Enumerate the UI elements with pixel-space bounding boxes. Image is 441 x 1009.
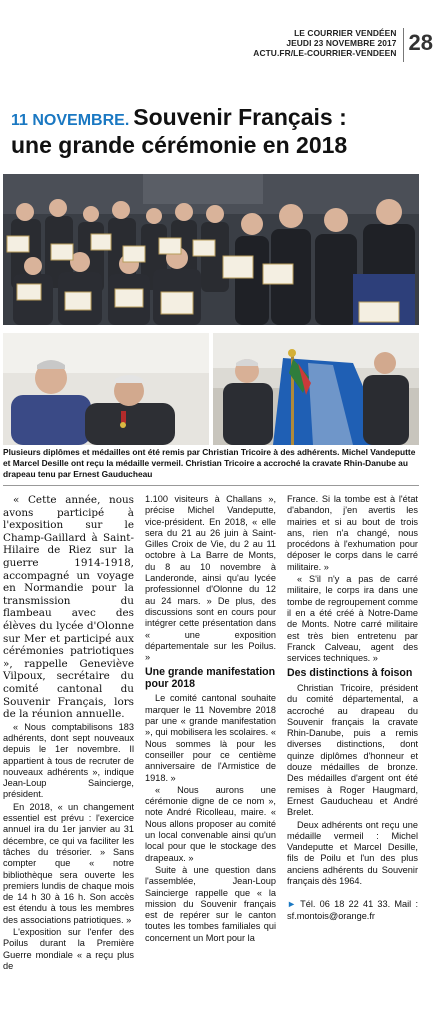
headline-kicker: 11 NOVEMBRE. — [11, 112, 130, 129]
headline — [11, 104, 431, 159]
article-paragraph: France. Si la tombe est à l'état d'abandon, j'en avertis les mairies et si au bout de trois ans, rien n'a changé, nous procédons à l'exhumation pour déposer le corps dans le carré militaire. » — [287, 494, 418, 572]
article-paragraph: « Nous comptabilisons 183 adhérents, dont sept nouveaux depuis le 1er novembre. Il appartient à tous de recruter de nouveaux adhérents », indique Jean-Loup Saincierge, président. — [3, 721, 134, 800]
masthead — [253, 28, 433, 62]
headline-title-line2: une grande cérémonie en 2018 — [11, 132, 348, 158]
main-group-photo — [3, 174, 419, 325]
article-paragraph: « S'il n'y a pas de carré militaire, le corps ira dans une tombe de regroupement comme il en a été créé à Notre-Dame de Monts. Notre carré militaire est très bien entretenu par Franck Calveau, agent des services techniques. » — [287, 574, 418, 664]
arrow-icon: ► — [287, 899, 297, 910]
medal-recipients-photo — [3, 333, 209, 445]
article-paragraph: Christian Tricoire, président du comité départemental, a accroché au drapeau du Souvenir français la cravate Rhin-Danube, puis a remis diverses distinctions, dont quinze diplômes d'honneur et douze médailles de bronze. Des médailles d'argent ont été remises à Roger Haugmard, Ernest Gauducheau et André Brelet. — [287, 682, 418, 818]
article-paragraph: L'exposition sur l'enfer des Poilus durant la Première Guerre mondiale « a reçu plus de — [3, 927, 134, 971]
flag-ceremony-photo — [213, 333, 419, 445]
masthead-divider — [403, 28, 404, 62]
article-column-1 — [3, 494, 134, 973]
masthead-info — [253, 28, 396, 58]
photo-caption: Plusieurs diplômes et médailles ont été remis par Christian Tricoire à des adhérents. Michel Vandeputte et Marcel Desille ont reçu la médaille vermeil. Christian Tricoire a accroché la cravate Rhin-Danube au drapeau tenu par Ernest Gauducheau — [3, 447, 416, 479]
article-paragraph: En 2018, « un changement essentiel est prévu : l'exercice annuel ira du 1er janvier au 31 décembre, ce qui va faciliter les tâches du trésorier. » Sans compter que « notre bibliothèque sera ouverte les premiers lundis de chaque mois de 14 h 30 à 16 h. Son accès est étendu à tous les membres des associations patriotiques. » — [3, 801, 134, 925]
article-column-2 — [145, 494, 276, 945]
publication-name: LE COURRIER VENDÉEN — [294, 28, 397, 38]
contact-info — [287, 899, 418, 922]
article-column-3 — [287, 494, 418, 922]
caption-divider — [3, 485, 419, 486]
article-paragraph: Le comité cantonal souhaite marquer le 11 Novembre 2018 par une « grande manifestation », qui mobilisera les scolaires. « Nous sommes là pour les conseiller pour ce centième anniversaire de l'Armistice de 1918. » — [145, 693, 276, 783]
publication-website: ACTU.FR/LE-COURRIER-VENDEEN — [253, 48, 397, 58]
headline-title-line1: Souvenir Français : — [133, 104, 347, 130]
article-paragraph: 1.100 visiteurs à Challans », précise Michel Vandeputte, vice-président. En 2018, « elle sera du 21 au 26 juin à Saint-Gilles Croix de Vie, du 2 au 11 octobre à La Barre de Monts, du 8 au 10 novembre à Landeronde, ainsi qu'au lycée professionnel d'Olonne du 12 au 24 mars. » De plus, des discussions sont en cours pour intégrer cette présentation dans « une exposition départementale sur les Poilus. » — [145, 494, 276, 663]
article-paragraph: Deux adhérents ont reçu une médaille vermeil : Michel Vandeputte et Marcel Desille, fils de Poilu et l'un des plus anciens adhérents du Souvenir français dès 1964. — [287, 819, 418, 886]
article-paragraph: « Cette année, nous avons participé à l'exposition sur le Champ-Gaillard à Saint-Hilaire de Riez sur la guerre 1914-1918, accompagné un voyage en Normandie pour la transmission du flambeau avec des élèves du lycée d'Olonne sur Mer et participé aux cérémonies patriotiques », rappelle Geneviève Vilpoux, secrétaire du comité cantonal du Souvenir Français, lors de la réunion annuelle. — [3, 494, 134, 721]
contact-text: Tél. 06 18 22 41 33. Mail : sf.montois@orange.fr — [287, 899, 418, 921]
section-subhead: Des distinctions à foison — [287, 667, 413, 680]
section-subhead: Une grande manifestation pour 2018 — [145, 666, 276, 690]
publication-date: JEUDI 23 NOVEMBRE 2017 — [286, 38, 397, 48]
article-paragraph: Suite à une question dans l'assemblée, Jean-Loup Saincierge rappelle que « la mission du Souvenir français est de repérer sur le canton toutes les tombes familiales qui concernent un Mort pour la — [145, 864, 276, 943]
page-number: 28 — [408, 30, 433, 55]
article-paragraph: « Nous aurons une cérémonie digne de ce nom », note André Ricolleau, maire. « Nous allons proposer au comité un local convenable ainsi qu'un local pour que le stockage des drapeaux. » — [145, 784, 276, 863]
